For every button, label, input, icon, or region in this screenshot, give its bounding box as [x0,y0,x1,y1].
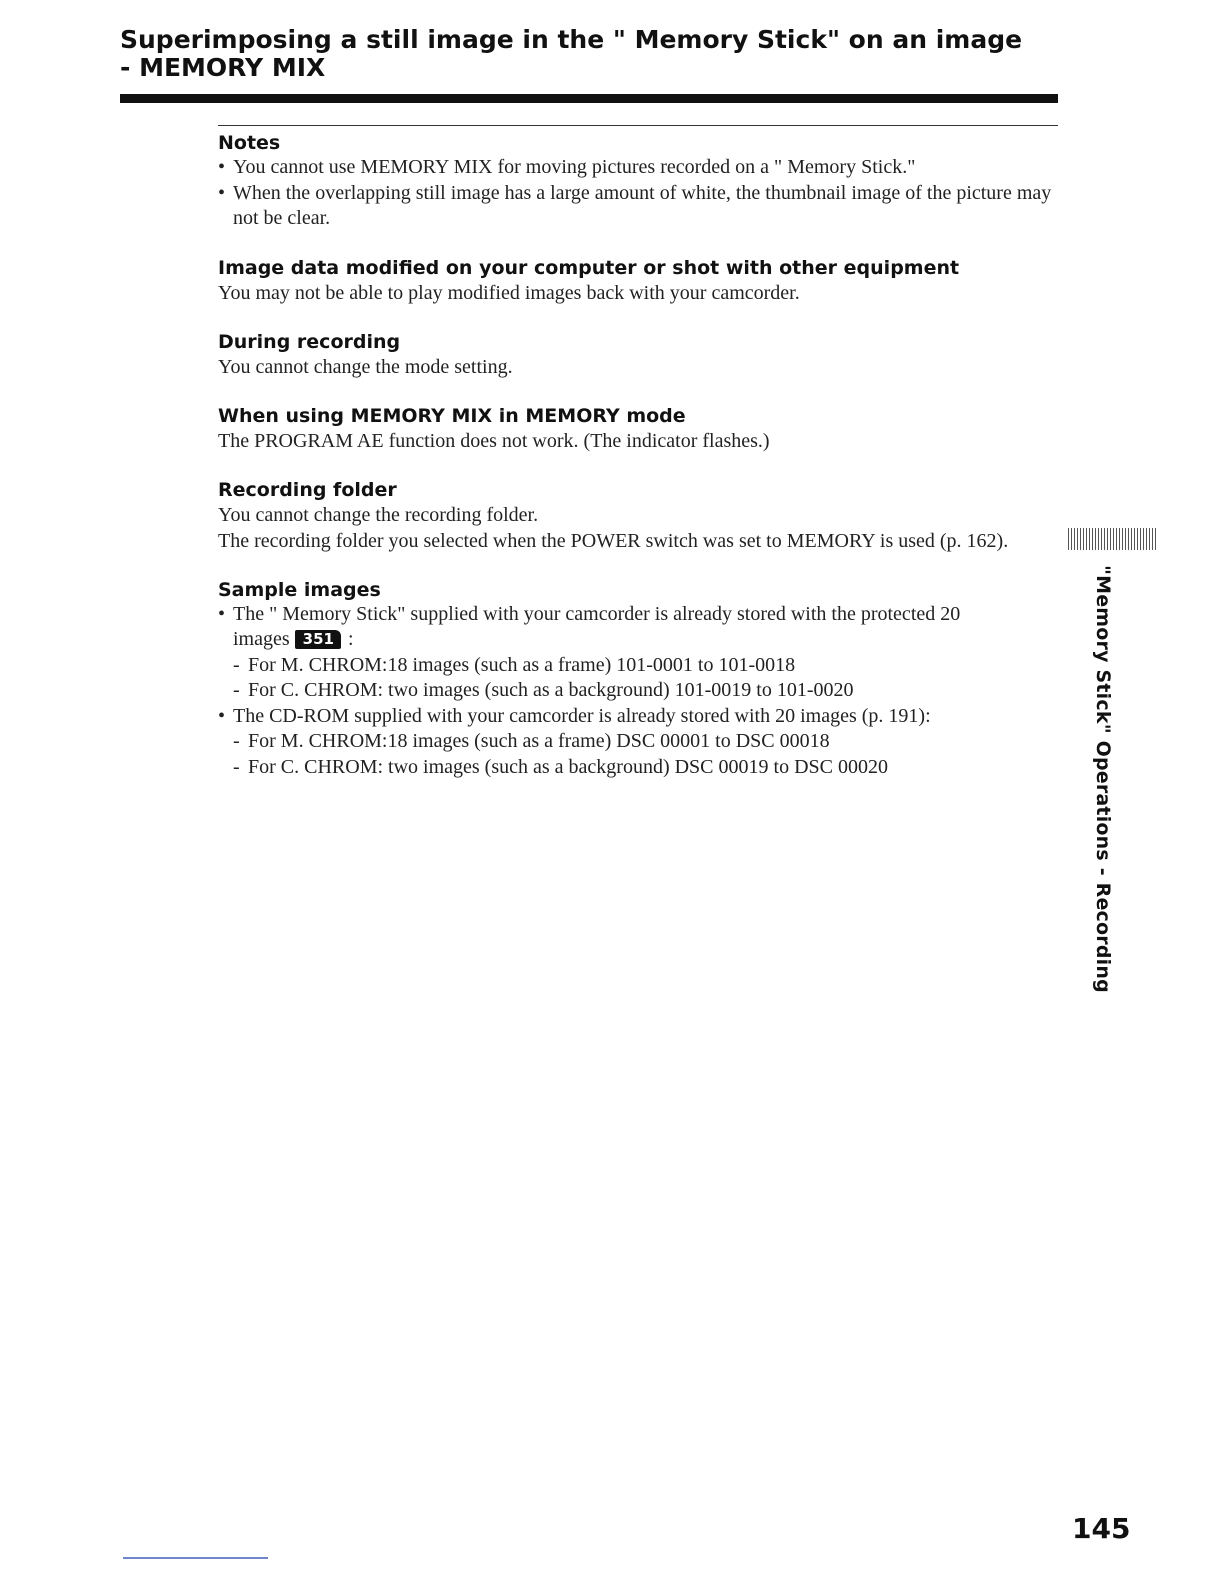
notes-bullet-2: • When the overlapping still image has a large amount of white, the thumbnail image of the picture may not be clear. [218,181,1063,232]
notes-rule [218,125,1058,126]
section-text: You cannot change the mode setting. [218,355,513,378]
memory-stick-badge-icon: 351 [295,630,341,649]
section-heading: Image data modified on your computer or shot with other equipment [218,256,960,279]
section-memory-mode [218,404,1063,454]
sample-bullet-2: • The CD-ROM supplied with your camcorder is already stored with 20 images (p. 191): [218,704,1063,730]
notes-section [218,131,1063,232]
section-text: You cannot change the recording folder. [218,503,539,526]
section-during-recording [218,330,1063,380]
title-rule [120,94,1058,103]
side-tab-marker [1068,528,1158,550]
section-heading: During recording [218,330,401,353]
footer-line [123,1557,268,1559]
notes-heading: Notes [218,132,281,154]
section-text: You may not be able to play modified images back with your camcorder. [218,281,800,304]
side-tab-label: "Memory Stick" Operations - Recording [1092,565,1114,993]
section-sample-images [218,578,1063,781]
section-heading: Sample images [218,578,381,601]
section-image-data [218,256,1063,306]
page-number: 145 [1072,1512,1131,1545]
sample-bullet-1-text: The " Memory Stick" supplied with your camcorder is already stored with the protected 20 images [233,602,961,650]
list-item: - For M. CHROM:18 images (such as a frame) DSC 00001 to DSC 00018 [218,729,1063,755]
page-title-line-1: Superimposing a still image in the " Memory Stick" on an image [120,25,1023,54]
page-content [218,131,1063,804]
section-heading: When using MEMORY MIX in MEMORY mode [218,404,686,427]
sample-bullet-1 [218,602,1063,653]
list-item: - For M. CHROM:18 images (such as a frame) 101-0001 to 101-0018 [218,653,1063,679]
list-item: - For C. CHROM: two images (such as a background) 101-0019 to 101-0020 [218,678,1063,704]
notes-bullet-1: • You cannot use MEMORY MIX for moving pictures recorded on a " Memory Stick." [218,155,1063,181]
section-recording-folder [218,478,1063,554]
sample-bullet-1-suffix: : [342,628,354,650]
section-text: The recording folder you selected when the POWER switch was set to MEMORY is used (p. 162). [218,529,1009,552]
list-item: - For C. CHROM: two images (such as a background) DSC 00019 to DSC 00020 [218,755,1063,781]
page-title [120,26,1060,82]
page-title-line-2: - MEMORY MIX [120,53,326,82]
section-heading: Recording folder [218,478,397,501]
section-text: The PROGRAM AE function does not work. (The indicator flashes.) [218,429,770,452]
